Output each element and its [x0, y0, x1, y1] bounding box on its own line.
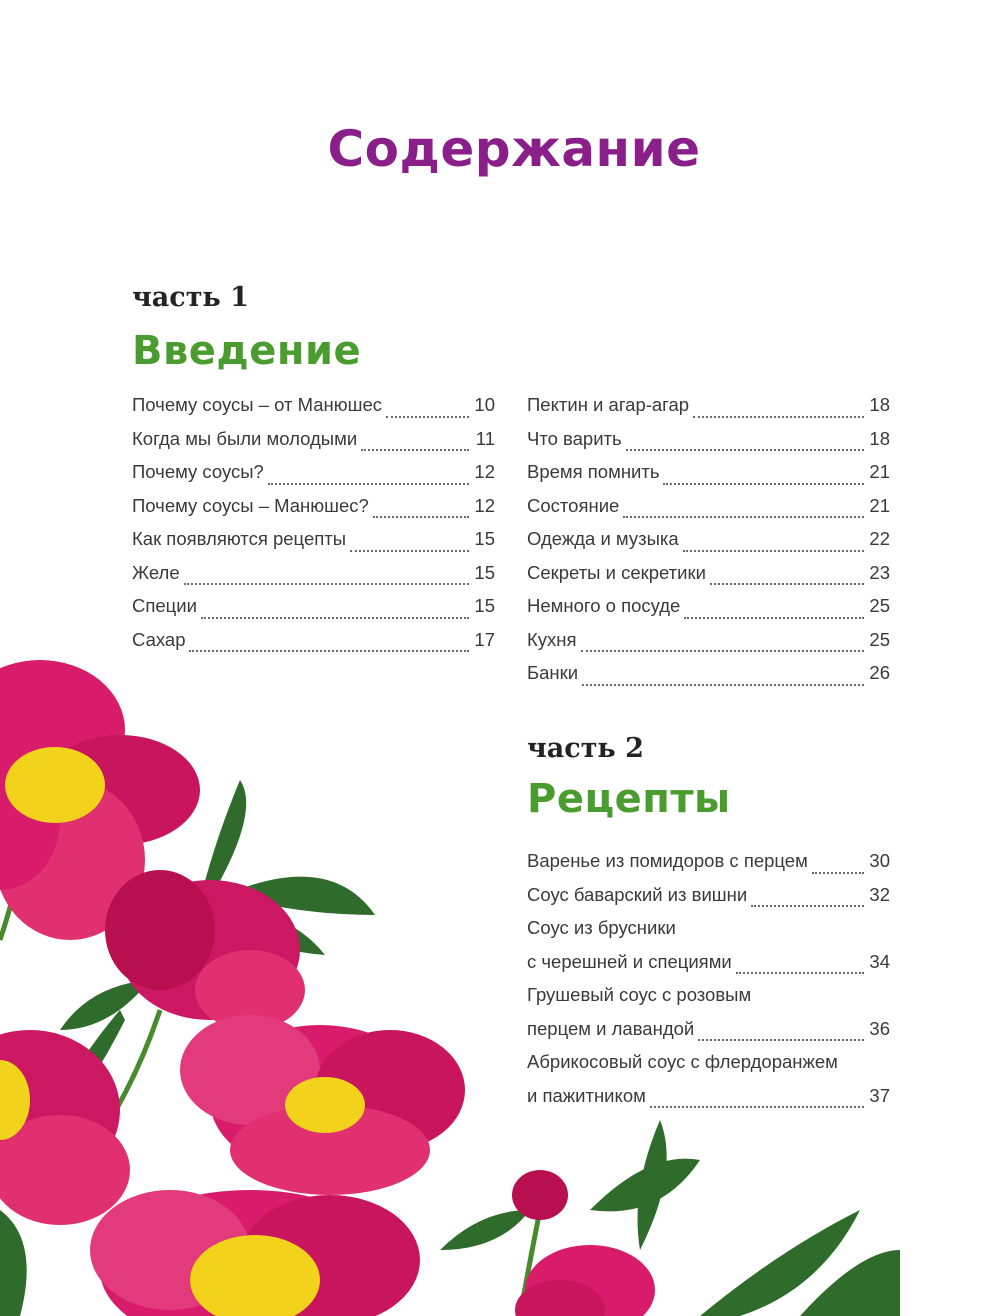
- dot-leader: [184, 583, 469, 585]
- part1-label: часть 1: [132, 282, 249, 313]
- toc-page-number: 25: [869, 595, 890, 616]
- toc-entry-title: Соус баварский из вишни: [527, 883, 748, 905]
- part2-title: Рецепты: [527, 776, 731, 822]
- toc-page-number: 36: [869, 1017, 890, 1039]
- toc-part1-right-item: [527, 528, 890, 562]
- dot-leader: [268, 483, 469, 485]
- toc-page-number: 12: [474, 461, 495, 482]
- toc-entry-title: Банки: [527, 662, 579, 683]
- dot-leader: [626, 449, 864, 451]
- toc-entry-title: Секреты и секретики: [527, 561, 706, 583]
- toc-entry-title: Немного о посуде: [527, 595, 681, 616]
- toc-part1-right-item: [527, 562, 890, 596]
- toc-page-number: 15: [474, 595, 495, 616]
- page-title: Содержание: [327, 120, 701, 178]
- toc-part1-right-item: [527, 495, 890, 529]
- dot-leader: [386, 416, 469, 418]
- toc-page-number: 37: [869, 1084, 890, 1106]
- toc-part1-left: [132, 394, 495, 662]
- toc-part1-right-item: [527, 461, 890, 495]
- toc-entry-title: Как появляются рецепты: [132, 528, 347, 549]
- dot-leader: [373, 516, 469, 518]
- toc-part1-right-item: [527, 595, 890, 629]
- toc-page-number: 25: [869, 628, 890, 650]
- toc-part1-left-item: [132, 495, 495, 529]
- toc-part1-left-item: [132, 461, 495, 495]
- toc-page-number: 26: [869, 662, 890, 683]
- toc-page-number: 21: [869, 494, 890, 516]
- toc-page-number: 18: [869, 394, 890, 415]
- dot-leader: [693, 416, 864, 418]
- toc-page-number: 10: [474, 394, 495, 415]
- toc-page-number: 21: [869, 461, 890, 482]
- part2-label: часть 2: [527, 733, 644, 764]
- toc-entry-title: Сахар: [132, 628, 186, 650]
- toc-entry-title: Грушевый соус с розовым: [527, 984, 752, 1005]
- toc-page-number: 22: [869, 528, 890, 549]
- toc-entry-title: Почему соусы – от Манюшес: [132, 394, 382, 415]
- toc-entry-title: Когда мы были молодыми: [132, 427, 358, 449]
- toc-part1-left-item: [132, 595, 495, 629]
- toc-page-number: 34: [869, 950, 890, 972]
- dot-leader: [663, 483, 864, 485]
- toc-page-number: 15: [474, 528, 495, 549]
- toc-entry-title: Варенье из помидоров с перцем: [527, 850, 808, 871]
- toc-page-number: 23: [869, 561, 890, 583]
- toc-entry-title: Абрикосовый соус с флердоранжем: [527, 1051, 838, 1072]
- toc-page-number: 18: [869, 427, 890, 449]
- toc-entry-title: и пажитником: [527, 1084, 646, 1106]
- dot-leader: [361, 449, 469, 451]
- dot-leader: [350, 550, 469, 552]
- toc-entry-title: Время помнить: [527, 461, 660, 482]
- toc-entry-title: Что варить: [527, 427, 622, 449]
- dot-leader: [683, 550, 864, 552]
- toc-page-number: 12: [474, 494, 495, 516]
- toc-part1-left-item: [132, 428, 495, 462]
- toc-entry-title: Соус из брусники: [527, 917, 676, 938]
- toc-entry-title: Почему соусы – Манюшес?: [132, 494, 369, 516]
- dot-leader: [684, 617, 864, 619]
- toc-part1-left-item: [132, 394, 495, 428]
- toc-page-number: 11: [475, 427, 495, 449]
- toc-entry-title: с черешней и специями: [527, 950, 732, 972]
- toc-entry-title: перцем и лавандой: [527, 1017, 695, 1039]
- toc-entry-title: Кухня: [527, 628, 577, 650]
- dot-leader: [623, 516, 864, 518]
- toc-part1-right-item: [527, 428, 890, 462]
- toc-page-number: 30: [869, 850, 890, 871]
- toc-part1-left-item: [132, 528, 495, 562]
- peony-flowers-illustration: [0, 650, 900, 1316]
- toc-entry-title: Состояние: [527, 494, 620, 516]
- dot-leader: [710, 583, 864, 585]
- toc-page-number: 17: [474, 628, 495, 650]
- toc-part1-left-item: [132, 562, 495, 596]
- dot-leader: [201, 617, 469, 619]
- toc-page-number: 15: [474, 561, 495, 583]
- part1-title: Введение: [132, 328, 362, 374]
- toc-part1-right-item: [527, 394, 890, 428]
- toc-entry-title: Желе: [132, 561, 180, 583]
- toc-entry-title: Одежда и музыка: [527, 528, 679, 549]
- toc-page-number: 32: [869, 883, 890, 905]
- toc-entry-title: Почему соусы?: [132, 461, 264, 482]
- toc-entry-title: Пектин и агар-агар: [527, 394, 690, 415]
- toc-entry-title: Специи: [132, 595, 197, 616]
